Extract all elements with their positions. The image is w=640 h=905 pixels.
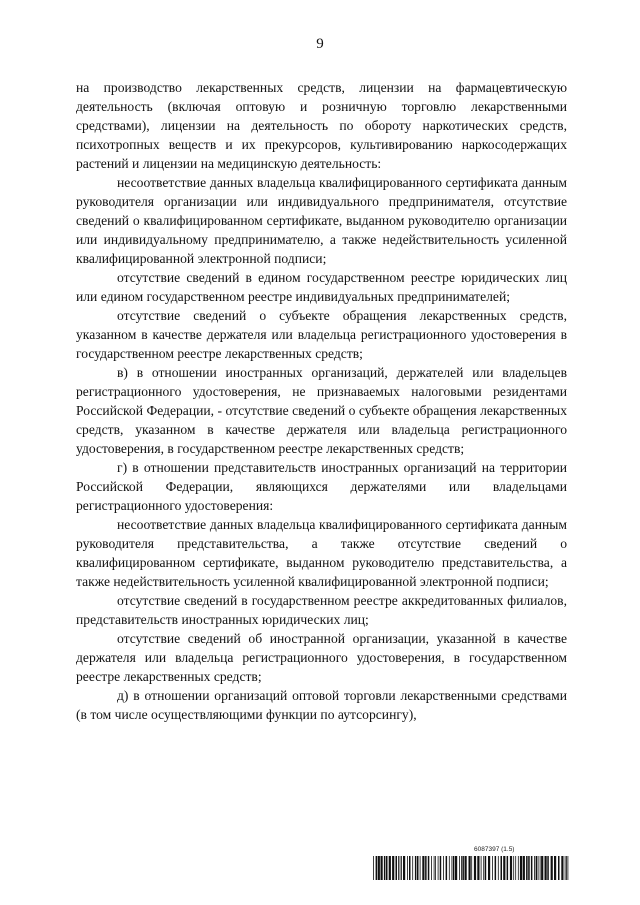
paragraph: в) в отношении иностранных организаций, держателей или владельцев регистрационного удостоверения, не признаваемых налоговыми резидентами Российской Федерации, - отсутствие сведений о субъекте обращения лекарственных средств, указанном в качестве держателя или владельца регистрационного удостоверения, в государственном реестре лекарственных средств; bbox=[76, 365, 567, 456]
paragraph: д) в отношении организаций оптовой торговли лекарственными средствами (в том числе осуществляющими функции по аутсорсингу), bbox=[76, 688, 567, 722]
paragraph: несоответствие данных владельца квалифицированного сертификата данным руководителя представительства, а также отсутствие сведений о квалифицированном сертификате, выданном руководителю представительства, а также недействительность усиленной квалифицированной электронной подписи; bbox=[76, 517, 567, 589]
paragraph: отсутствие сведений в едином государственном реестре юридических лиц или едином государственном реестре индивидуальных предпринимателей; bbox=[76, 270, 567, 304]
paragraph: на производство лекарственных средств, лицензии на фармацевтическую деятельность (включая оптовую и розничную торговлю лекарственными средствами), лицензии на деятельность по обороту наркотических средств, психотропных веществ и их прекурсоров, культивированию наркосодержащих растений и лицензии на медицинскую деятельность: bbox=[76, 80, 567, 171]
barcode-image bbox=[373, 856, 569, 880]
paragraph: отсутствие сведений об иностранной организации, указанной в качестве держателя или владельца регистрационного удостоверения, в государственном реестре лекарственных средств; bbox=[76, 631, 567, 684]
paragraph: отсутствие сведений о субъекте обращения лекарственных средств, указанном в качестве держателя или владельца регистрационного удостоверения в государственном реестре лекарственных средств; bbox=[76, 308, 567, 361]
paragraph: г) в отношении представительств иностранных организаций на территории Российской Федерации, являющихся держателями или владельцами регистрационного удостоверения: bbox=[76, 460, 567, 513]
paragraph: отсутствие сведений в государственном реестре аккредитованных филиалов, представительств иностранных юридических лиц; bbox=[76, 593, 567, 627]
paragraph: несоответствие данных владельца квалифицированного сертификата данным руководителя организации или индивидуального предпринимателя, отсутствие сведений о квалифицированном сертификате, выданном руководителю организации или индивидуальному предпринимателю, а также недействительность усиленной квалифицированной электронной подписи; bbox=[76, 175, 567, 266]
page-number: 9 bbox=[316, 36, 324, 52]
barcode-label: 6087397 (1.5) bbox=[474, 846, 515, 853]
body-text bbox=[76, 78, 567, 724]
